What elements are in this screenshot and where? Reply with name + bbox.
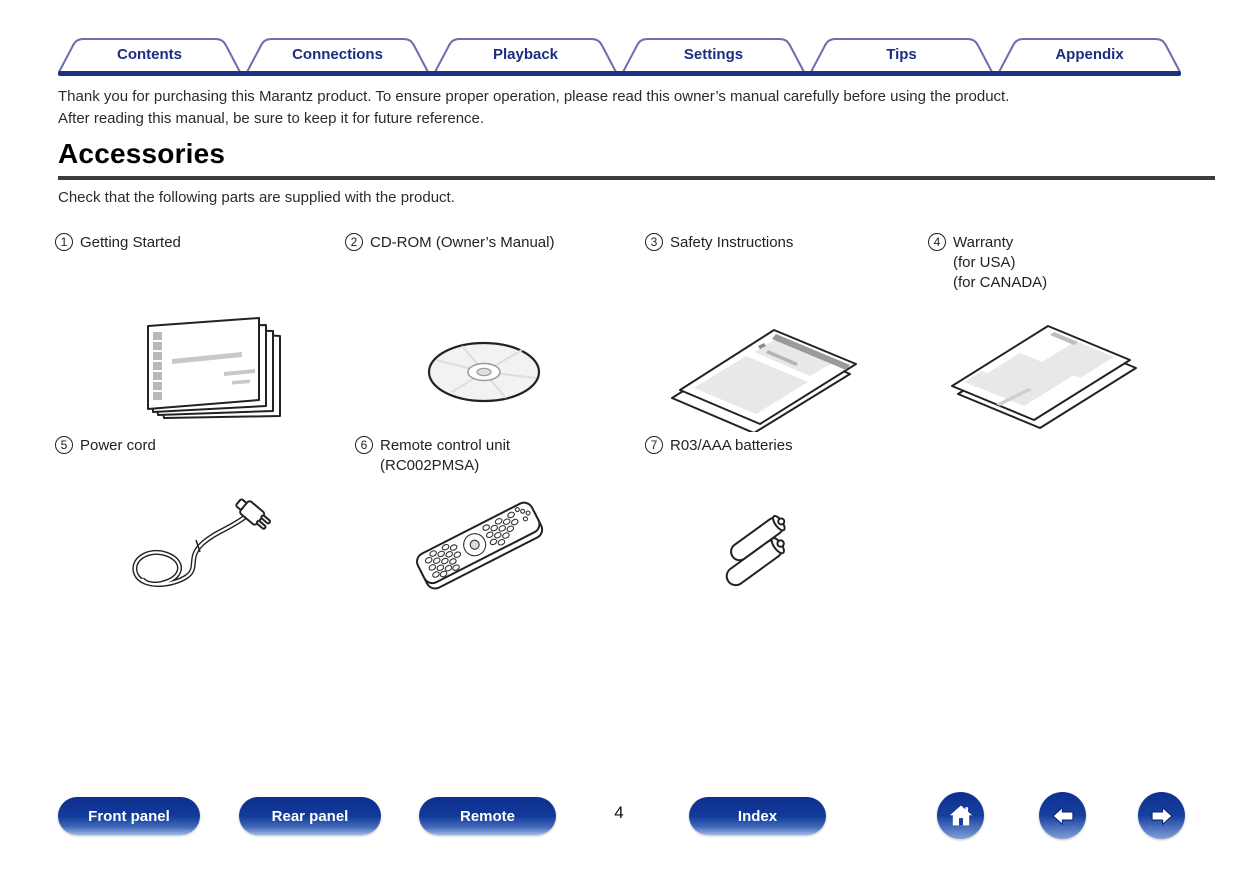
accessory-item-batteries	[645, 436, 793, 456]
item-number-circle: 3	[645, 233, 663, 251]
remote-label: Remote control unit	[380, 437, 511, 454]
tab-settings[interactable]	[622, 38, 805, 72]
item-number-circle: 7	[645, 436, 663, 454]
remote-model-subline: (RC002PMSA)	[380, 457, 480, 474]
remote-control-illustration	[390, 480, 570, 605]
getting-started-booklet-illustration	[112, 296, 307, 436]
forward-button[interactable]	[1138, 792, 1185, 839]
page-number: 4	[614, 803, 624, 822]
front-panel-button-label: Front panel	[88, 807, 170, 825]
tab-contents-label: Contents	[117, 45, 182, 63]
accessory-label: Getting Started	[80, 234, 181, 251]
home-icon	[947, 802, 975, 830]
accessory-label	[380, 436, 510, 476]
tab-settings-label: Settings	[683, 45, 744, 63]
accessory-item-power-cord	[55, 436, 156, 456]
accessory-item-safety-instructions	[645, 233, 793, 253]
warranty-label: Warranty	[953, 234, 1014, 251]
index-button[interactable]	[689, 797, 826, 835]
item-number-circle: 5	[55, 436, 73, 454]
index-button-label: Index	[737, 807, 778, 825]
tab-contents[interactable]	[58, 38, 241, 72]
warranty-sheets-illustration	[942, 312, 1147, 432]
accessory-label: CD-ROM (Owner’s Manual)	[370, 234, 555, 251]
accessory-item-getting-started	[55, 233, 181, 253]
intro-line-1: Thank you for purchasing this Marantz product. To ensure proper operation, please read this owner’s manual carefully before using the product.	[58, 88, 1010, 105]
back-button[interactable]	[1039, 792, 1086, 839]
accessory-item-warranty	[928, 233, 1047, 293]
front-panel-button[interactable]	[58, 797, 200, 835]
warranty-subline-usa: (for USA)	[953, 254, 1016, 271]
warranty-subline-canada: (for CANADA)	[953, 274, 1048, 291]
top-tab-bar	[58, 38, 1181, 72]
tab-bar-underline	[58, 71, 1181, 76]
item-number-circle: 1	[55, 233, 73, 251]
heading-rule	[58, 176, 1215, 180]
right-arrow-icon	[1148, 802, 1176, 830]
tab-connections[interactable]	[246, 38, 429, 72]
item-number-circle: 4	[928, 233, 946, 251]
tab-playback-label: Playback	[492, 45, 559, 63]
home-button[interactable]	[937, 792, 984, 839]
rear-panel-button-label: Rear panel	[271, 807, 349, 825]
power-cord-illustration	[108, 480, 283, 605]
safety-instructions-sheet-illustration	[658, 312, 863, 432]
accessory-label: Safety Instructions	[670, 234, 794, 251]
left-arrow-icon	[1049, 802, 1077, 830]
item-number-circle: 6	[355, 436, 373, 454]
accessory-item-cdrom	[345, 233, 554, 253]
batteries-illustration	[700, 495, 830, 595]
intro-paragraph	[58, 86, 1009, 130]
tab-playback[interactable]	[434, 38, 617, 72]
page-title: Accessories	[58, 138, 226, 169]
accessory-item-remote-control	[355, 436, 510, 476]
tab-tips-label: Tips	[886, 45, 917, 63]
item-number-circle: 2	[345, 233, 363, 251]
tab-tips[interactable]	[810, 38, 993, 72]
rear-panel-button[interactable]	[239, 797, 381, 835]
section-description: Check that the following parts are supplied with the product.	[58, 189, 455, 206]
accessory-label: Power cord	[80, 437, 156, 454]
intro-line-2: After reading this manual, be sure to keep it for future reference.	[58, 110, 485, 127]
cd-rom-illustration	[422, 330, 547, 415]
accessory-label	[953, 233, 1047, 293]
remote-button[interactable]	[419, 797, 556, 835]
accessory-label: R03/AAA batteries	[670, 437, 793, 454]
tab-appendix-label: Appendix	[1055, 45, 1124, 63]
remote-button-label: Remote	[459, 807, 515, 825]
tab-appendix[interactable]	[998, 38, 1181, 72]
tab-connections-label: Connections	[292, 45, 383, 63]
